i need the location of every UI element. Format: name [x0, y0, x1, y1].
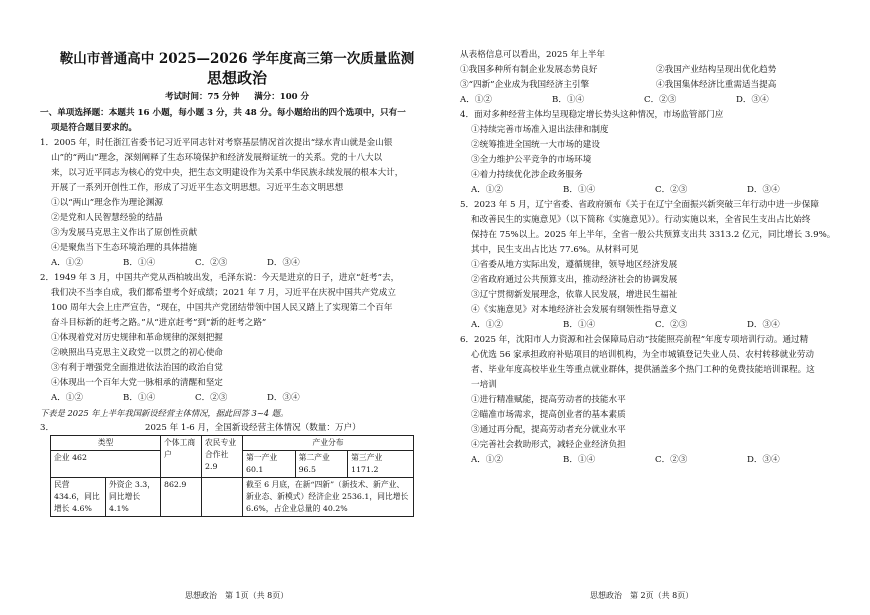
q6-line: 一培训: [471, 380, 497, 390]
q3-option-a[interactable]: A．①②: [460, 95, 492, 105]
q6-item: ①进行精准赋能，提高劳动者的技能水平: [471, 395, 626, 405]
q3-option-b[interactable]: B．①④: [552, 95, 585, 105]
q1-item: ①以“两山”理念作为理论渊源: [51, 198, 163, 208]
q5-line: 其中，民生支出占比达 77.6%。从材料可见: [471, 245, 639, 255]
q3-item: ②我国产业结构呈现出优化趋势: [656, 65, 777, 75]
q3-option-c[interactable]: C．②③: [644, 95, 677, 105]
q2-item: ②映照出马克思主义政党一以贯之的初心使命: [51, 348, 223, 358]
q2-options: [40, 391, 434, 406]
q1-line: 山”的“两山”理念，深刻阐释了生态环境保护和经济发展辩证统一的关系。党的十八大以: [51, 153, 383, 163]
table-cell-private: 民营 434.6，同比增长 4.6%: [51, 478, 106, 517]
q3-options: [460, 93, 852, 108]
q4-item: ④着力持续优化涉企政务服务: [471, 170, 583, 180]
q4-line: 4．面对多种经营主体均呈现稳定增长势头这种情况，市场监管部门应: [460, 110, 724, 120]
q1-line: 开展了一系列开创性工作，形成了习近平生态文明思想。习近平生态文明思想: [51, 183, 344, 193]
q1-item: ④是聚焦当下生态环境治理的具体措施: [51, 243, 198, 253]
question-1: [40, 136, 434, 271]
q1-options: [40, 256, 434, 271]
q3-number: 3．: [40, 423, 55, 433]
q3-items-row: [460, 78, 852, 93]
q5-item: ④《实施意见》对本地经济社会发展有纲领性指导意义: [471, 305, 678, 315]
exam-time: 考试时间：75 分钟: [165, 92, 240, 102]
q2-option-c[interactable]: C．②③: [195, 393, 228, 403]
question-2: [40, 271, 434, 406]
q2-line: 100 周年大会上庄严宣告，“现在，中国共产党团结带领中国人民又踏上了实现第二个百年: [51, 303, 393, 313]
table-header-individual: 个体工商户: [161, 436, 202, 478]
q6-line: 6．2025 年，沈阳市人力资源和社会保障局启动“技能照亮前程”年度专项培训行动。通过精: [460, 335, 809, 345]
table-header-industry: 产业分布: [243, 436, 414, 451]
table-cell-four-new: 截至 6 月底，在新“四新”（新技术、新产业、新业态、新模式）经济企业 2536.1，同比增长 6.6%，占企业总量的 40.2%: [243, 478, 414, 517]
table-cell-secondary: 第二产业 96.5: [295, 451, 348, 478]
table-header-coop: 农民专业合作社 2.9: [202, 436, 243, 478]
q2-item: ③有利于增强党全面推进依法治国的政治自觉: [51, 363, 223, 373]
q2-item: ④体现出一个百年大党一脉相承的清醒和坚定: [51, 378, 223, 388]
q6-item: ④完善社会救助形式，减轻企业经济负担: [471, 440, 626, 450]
exam-score: 满分：100 分: [254, 92, 309, 102]
table-cell-foreign: 外资企 3.3，同比增长 4.1%: [106, 478, 161, 517]
q2-item: ①体现着党对历史规律和革命规律的深刻把握: [51, 333, 223, 343]
q5-option-d[interactable]: D．③④: [747, 320, 780, 330]
q6-item: ③通过再分配，提高劳动者充分就业水平: [471, 425, 626, 435]
question-6: [460, 333, 852, 468]
q5-option-c[interactable]: C．②③: [655, 320, 688, 330]
exam-meta: [40, 91, 434, 104]
table-cell-enterprise: 企业 462: [51, 451, 161, 478]
q4-options: [460, 183, 852, 198]
q2-option-d[interactable]: D．③④: [267, 393, 300, 403]
q5-option-b[interactable]: B．①④: [563, 320, 596, 330]
q6-line: 者、毕业年度高校毕业生等重点就业群体，提供涵盖多个热门工种的免费技能培训课程。这: [471, 365, 815, 375]
q3-heading: [40, 421, 434, 435]
footer-right: 思想政治 第 2页（共 8页）: [590, 591, 694, 600]
q5-options: [460, 318, 852, 333]
q3-table: [50, 435, 414, 517]
q6-item: ②瞄准市场需求，提高创业者的基本素质: [471, 410, 626, 420]
q3-items-row: [460, 63, 852, 78]
exam-title: 鞍山市普通高中 2025—2026 学年度高三第一次质量监测: [59, 51, 415, 67]
question-5: [460, 198, 852, 333]
question-3-cont: [460, 48, 852, 108]
q5-item: ③辽宁贯彻新发展理念，依靠人民发展，增进民生福祉: [471, 290, 678, 300]
q5-line: 和改善民生的实施意见》（以下简称《实施意见》）。行动实施以来，全省民生支出占比始终: [471, 215, 811, 225]
q6-option-c[interactable]: C．②③: [655, 455, 688, 465]
q4-item: ③全力维护公平竞争的市场环境: [471, 155, 592, 165]
q4-option-d[interactable]: D．③④: [747, 185, 780, 195]
q4-option-b[interactable]: B．①④: [563, 185, 596, 195]
question-4: [460, 108, 852, 198]
q4-option-a[interactable]: A．①②: [471, 185, 503, 195]
q4-item: ②统筹推进全国统一大市场的建设: [471, 140, 600, 150]
q1-option-c[interactable]: C．②③: [195, 258, 228, 268]
section-heading-cont: 项是符合题目要求的。: [51, 123, 137, 133]
section-heading: 一、单项选择题：本题共 16 小题，每小题 3 分，共 48 分。每小题给出的四个选项中，只有一: [40, 108, 406, 118]
q3-item: ①我国多种所有制企业发展态势良好: [460, 65, 598, 75]
q2-option-b[interactable]: B．①④: [123, 393, 156, 403]
table-cell-primary: 第一产业 60.1: [243, 451, 296, 478]
q3-table-title: 2025 年 1-6 月，全国新设经营主体情况（数量：万户）: [145, 423, 361, 433]
table-header-type: 类型: [51, 436, 161, 451]
q1-option-a[interactable]: A．①②: [51, 258, 83, 268]
q2-line: 2．1949 年 3 月，中国共产党从西柏坡出发，毛泽东说：今天是进京的日子，进京“赶考”去，: [40, 273, 400, 283]
exam-subject: 思想政治: [206, 69, 267, 87]
q3-option-d[interactable]: D．③④: [736, 95, 769, 105]
q5-item: ②省政府通过公共预算支出，推动经济社会的协调发展: [471, 275, 678, 285]
q6-option-b[interactable]: B．①④: [563, 455, 596, 465]
q5-option-a[interactable]: A．①②: [471, 320, 503, 330]
q3-item: ③“四新”企业成为我国经济主引擎: [460, 80, 590, 90]
q1-line: 来，以习近平同志为核心的党中央，把生态文明建设作为关系中华民族永续发展的根本大计，: [51, 168, 404, 178]
q1-option-b[interactable]: B．①④: [123, 258, 156, 268]
page-2: [450, 0, 870, 615]
table-cell-empty: [202, 478, 243, 517]
q5-line: 5．2023 年 5 月，辽宁省委、省政府颁布《关于在辽宁全面振兴新突破三年行动中进一步保障: [460, 200, 819, 210]
q2-line: 我们决不当李自成，我们都希望考个好成绩；2021 年 7 月，习近平在庆祝中国共产党成立: [51, 288, 396, 298]
q6-options: [460, 453, 852, 468]
table-note: 下表是 2025 年上半年我国新设经营主体情况，据此回答 3~4 题。: [40, 408, 289, 418]
q6-option-d[interactable]: D．③④: [747, 455, 780, 465]
q3-item: ④我国集体经济比重需适当提高: [656, 80, 777, 90]
q5-line: 保持在 75%以上。2025 年上半年，全省一般公共预算支出共 3313.2 亿元，同比增长 3.9%。: [471, 230, 836, 240]
q1-option-d[interactable]: D．③④: [267, 258, 300, 268]
footer-left: 思想政治 第 1页（共 8页）: [185, 591, 289, 600]
q6-line: 心优选 56 家承担政府补贴项目的培训机构，为全市城镇登记失业人员、农村转移就业劳动: [471, 350, 814, 360]
q4-item: ①持续完善市场准入退出法律和制度: [471, 125, 609, 135]
q4-option-c[interactable]: C．②③: [655, 185, 688, 195]
table-cell-individual-value: 862.9: [161, 478, 202, 517]
q1-item: ③为发展马克思主义作出了原创性贡献: [51, 228, 198, 238]
q5-item: ①省委从地方实际出发，遵循规律，领导地区经济发展: [471, 260, 678, 270]
q2-line: 奋斗目标新的赶考之路。”从“进京赶考”到“新的赶考之路”: [51, 318, 267, 328]
q1-line: 1．2005 年，时任浙江省委书记习近平同志针对考察基层情况首次提出“绿水青山就是金山银: [40, 138, 393, 148]
table-cell-tertiary: 第三产业 1171.2: [348, 451, 414, 478]
q1-item: ②是党和人民智慧经验的结晶: [51, 213, 163, 223]
q3-cont: 从表格信息可以看出，2025 年上半年: [460, 50, 605, 60]
q6-option-a[interactable]: A．①②: [471, 455, 503, 465]
q2-option-a[interactable]: A．①②: [51, 393, 83, 403]
